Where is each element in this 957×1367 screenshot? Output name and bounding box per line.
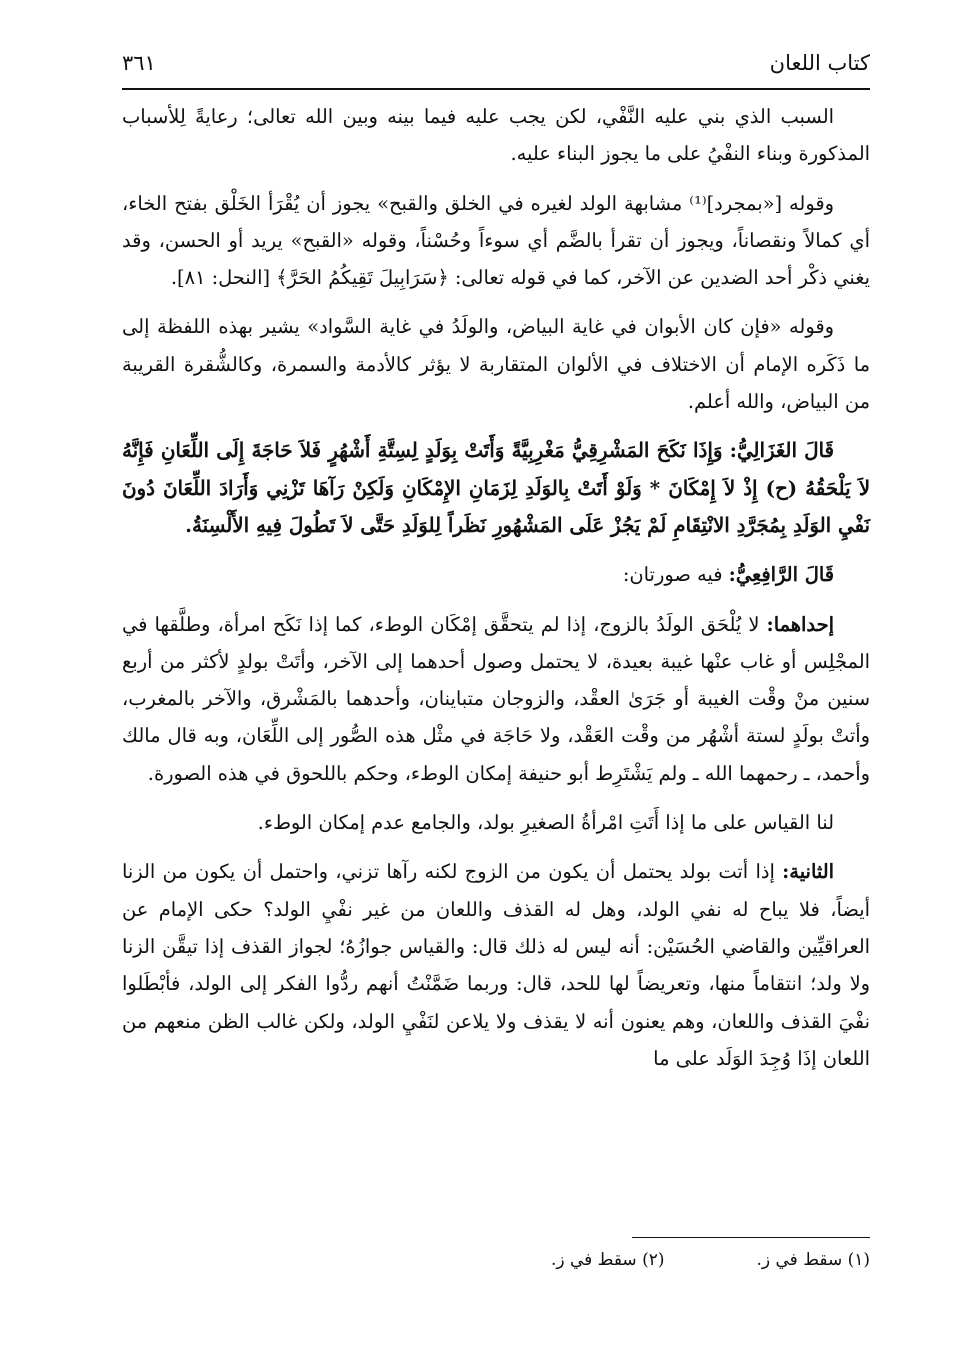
paragraph-2 — [122, 185, 870, 297]
case-one — [122, 606, 870, 792]
paragraph-text: وقوله [«بمجرد]⁽¹⁾ مشابهة الولد لغيره في الخلق والقبح» يجوز أن يُقْرَأ الخَلْق بفتح الخاء، أي كمالاً ونقصاناً، ويجوز أن تقرأ بالضَّم أي سوءاً وحُسْناً، وقوله «القبح» يريد أو الحسن، وقد يغني ذكْر أحد الضدين عن الآخر، كما في قوله تعالى: ﴿سَرَابِيلَ تَقِيكُمُ الحَرَّ﴾ [النحل: ٨١]. — [122, 191, 870, 290]
paragraph-text: فيه صورتان: — [622, 563, 723, 587]
paragraph-text: وَإِذَا نَكَحَ المَشْرِقِيُّ مَغْرِبِيَّةً وَأَتَتْ بِوَلَدٍ لِسِتَّةِ أَشْهُرٍ فَلاَ حَاجَةَ إِلَى اللِّعَانِ فَإِنَّهُ لاَ يَلْحَقُهُ (ح) إِذْ لاَ إِمْكَانَ * وَلَوْ أَتَتْ بِالوَلَدِ لِزَمَانِ الإِمْكَانِ وَلَكِنْ رَآهَا تَزْنِي وَأَرَادَ اللِّعَانَ دُونَ نَفْيِ الوَلَدِ بِمُجَرَّدِ الانْتِقَامِ لَمْ يَجُزْ عَلَى المَشْهُورِ نَظَراً لِلوَلَدِ حَتَّى لاَ تَطُولَ فِيهِ الأَلْسِنَةُ. — [122, 438, 870, 537]
ghazali-quote — [122, 432, 870, 544]
footnote-rule — [632, 1237, 870, 1238]
case-two — [122, 853, 870, 1077]
paragraph-7 — [122, 804, 870, 841]
footnote-2: (٢) سقط في ز. — [550, 1250, 665, 1270]
paragraph-1 — [122, 98, 870, 173]
paragraph-text: السبب الذي بني عليه النَّفْي، لكن يجب عليه فيما بينه وبين الله تعالى؛ رعايةً لِلأسباب المذكورة وبناء النفْيُ على ما يجوز البناء عليه. — [122, 105, 870, 166]
paragraph-text: إذا أتت بولد يحتمل أن يكون من الزوج لكنه رآها تزني، واحتمل أن يكون من الزنا أيضاً، فلا يباح له نفي الولد، وهل له القذف واللعان من غير نفْيِ الولد؟ حكى الإمام عن العراقيِّين والقاضي الحُسَيْن: أنه ليس له ذلك قال: والقياس جوازُهُ؛ لجواز القذف إذا تيقَّن الزنا ولا ولد؛ انتقاماً منها، وتعريضاً لها للحد، قال: وربما ضَمَّنْتُ أنهم ردُّوا الفكر إلى الولد، فأبْطَلوا نفْيَ القذف واللعان، وهم يعنون أنه لا يقذف ولا يلاعن لنَفْيِ الولد، ولكن غالب الظن منعهم من اللعان إذَا وُجِدَ الوَلَد على ما — [122, 860, 870, 1070]
paragraph-text: وقوله «فإن كان الأبوان في غاية البياض، والولَدُ في غاية السَّواد» يشير بهذه اللفظة إلى ما ذَكَره الإمام أن الاختلاف في الألوان المتقاربة لا يؤثر كالأدمة والسمرة، وكالشُّقرة القريبة من البياض، والله أعلم. — [122, 315, 870, 414]
footnote-1: (١) سقط في ز. — [756, 1250, 870, 1270]
rafii-intro — [122, 556, 870, 593]
case-label: إحداهما: — [766, 612, 834, 636]
speaker-label: قَالَ الغَزَالِيُّ: — [729, 438, 835, 463]
paragraph-3 — [122, 308, 870, 420]
case-label: الثانية: — [782, 860, 834, 884]
paragraph-text: لنا القياس على ما إذا أَتَتِ امْرأةُ الصغيرِ بولد، والجامع عدم إمكان الوطء. — [257, 811, 834, 835]
page-number: ٣٦١ — [122, 51, 156, 75]
paragraph-text: لا يُلْحَق الولَدُ بالزوج، إذا لم يتحقَّق إمْكَان الوطء، كما إذا نَكَح امرأة، وطلَّقها في المجْلِس أو غاب عنْها غيبة بعيدة، لا يحتمل وصول أحدهما إلى الآخر، وأتَتْ بولدٍ لأكثر من أربع سنين منْ وقْت الغيبة أو جَرَىٰ العقْد، والزوجان متباينان، وأحدهما بالمَشْرق، والآخر بالمغرب، وأتتْ بولَدٍ لستة أشْهُر من وقْت العَقْد، ولا حَاجَة في مثْل هذه الصُّور إلى اللِّعَان، وبه قال مالك وأحمد، ـ رحمهما الله ـ ولم يَشْتَرِط أبو حنيفة إمكان الوطء، وحكم باللحوق في هذه الصورة. — [122, 612, 870, 785]
header-rule — [122, 88, 870, 90]
speaker-label: قَالَ الرَّافِعِيُّ: — [728, 563, 834, 587]
running-title: كتاب اللعان — [769, 51, 870, 75]
footnotes — [340, 1250, 870, 1280]
page-header — [122, 40, 870, 86]
main-text — [122, 98, 870, 1089]
